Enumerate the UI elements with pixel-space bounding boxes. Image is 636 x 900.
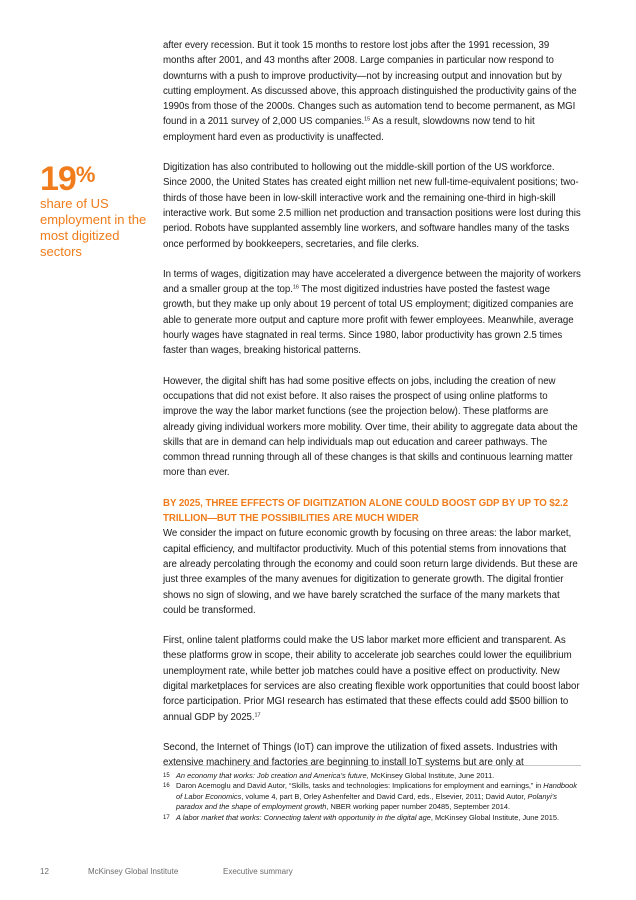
- section-heading: BY 2025, THREE EFFECTS OF DIGITIZATION ALONE COULD BOOST GDP BY UP TO $2.2 TRILLION—BUT THE POSSIBILITIES ARE MUCH WIDER: [163, 497, 569, 525]
- paragraph-2: Digitization has also contributed to hollowing out the middle-skill portion of the US workforce. Since 2000, the United States has created eight million net new full-time-equivalent positions; two-thirds of those have been in low-skill interactive work and the remaining one-third in high-skill interactive work. But some 2.5 million net production and transaction positions were lost during this period. Robots have supplanted assembly line workers, and software handles many of the tasks once performed by bookkeepers, secretaries, and file clerks.: [163, 162, 581, 250]
- paragraph-7: Second, the Internet of Things (IoT) can improve the utilization of fixed assets. Industries with extensive machinery and factories are beginning to install IoT systems but are only at: [163, 741, 558, 769]
- paragraph-5: We consider the impact on future economic growth by focusing on three areas: the labor market, capital efficiency, and multifactor productivity. Much of this potential stems from innovations that are already percolating through the economy and could soon return large dividends. But these are just three examples of the many avenues for digitization to generate growth. The digital frontier shows no sign of slowing, and we have barely scratched the surface of the many markets that could be transformed.: [163, 528, 578, 616]
- paragraph-6: First, online talent platforms could make the US labor market more efficient and transparent. As these platforms grow in scope, their ability to accelerate job searches could lower the equilibrium unemployment rate, while better job matches could have a positive effect on productivity. New digital marketplaces for services are also creating flexible work opportunities that could boost labor force participation. Prior MGI research has estimated that these effects could add $500 billion to annual GDP by 2025.17: [163, 635, 580, 723]
- stat-unit: %: [75, 162, 96, 187]
- stat-value: [40, 158, 152, 196]
- paragraph-1: after every recession. But it took 15 months to restore lost jobs after the 1991 recession, 39 months after 2001, and 43 months after 2008. Large companies in particular now respond to downturns with a push to improve productivity—not by increasing output and innovation but by cutting employment. As discussed above, this approach distinguished the productivity gains of the 1990s from those of the 2000s. Changes such as automation tend to become permanent, as MGI found in a 2011 survey of 2,000 US companies.$^{15}$ As a result, slowdowns now tend to hit employment hard even as productivity is unaffected.: [163, 40, 577, 143]
- footnotes: [163, 771, 581, 823]
- stat-number: 19: [40, 160, 76, 198]
- footnote-ref-16[interactable]: 16: [292, 284, 299, 291]
- footnote-17: 17 A labor market that works: Connecting talent with opportunity in the digital age, McKinsey Global Institute, June 2015.: [163, 812, 560, 822]
- section-name: Executive summary: [223, 867, 293, 876]
- footnote-16: 16 Daron Acemoglu and David Autor, “Skills, tasks and technologies: Implications for employment and earnings,” in Handbook of Labor Economics, volume 4, part B, Orley Ashenfelter and David Card, eds., Elsevier, 2011; David Autor, Polanyi’s paradox and the shape of employment growth, NBER working paper number 20485, September 2014.: [163, 781, 577, 812]
- stat-description: share of US employment in the most digitized sectors: [40, 196, 147, 259]
- stat-callout: [40, 158, 152, 260]
- paragraph-3: In terms of wages, digitization may have accelerated a divergence between the majority of workers and a smaller group at the top.$^{16}$ The most digitized industries have posted the fastest wage growth, but they make up only about 19 percent of total US employment; digitized companies are able to generate more output and capture more profit with fewer employees. Meanwhile, average hourly wages have stagnated in real terms. Since 1980, labor productivity has grown 2.5 times faster than wages, breaking historical patterns.: [163, 268, 581, 357]
- footnote-divider: [163, 765, 581, 766]
- footnote-ref-17[interactable]: 17: [254, 712, 261, 719]
- footnote-15: 15 An economy that works: Job creation and America’s future, McKinsey Global Institute, June 2011.: [163, 771, 495, 780]
- footnote-ref-15[interactable]: 15: [364, 116, 371, 123]
- publisher-name: McKinsey Global Institute: [88, 867, 179, 876]
- page-number: 12: [40, 867, 49, 876]
- main-text: [163, 38, 581, 770]
- paragraph-4: However, the digital shift has had some positive effects on jobs, including the creation of new occupations that did not exist before. It also raises the prospect of using online platforms to improve the way the labor market functions (see the projection below). These platforms are already giving individual workers more mobility. Over time, their ability to aggregate data about the skills that are in demand can help individuals map out education and career pathways. The common thread running through all of these changes is that skills and continuous learning matter more than ever.: [163, 375, 578, 479]
